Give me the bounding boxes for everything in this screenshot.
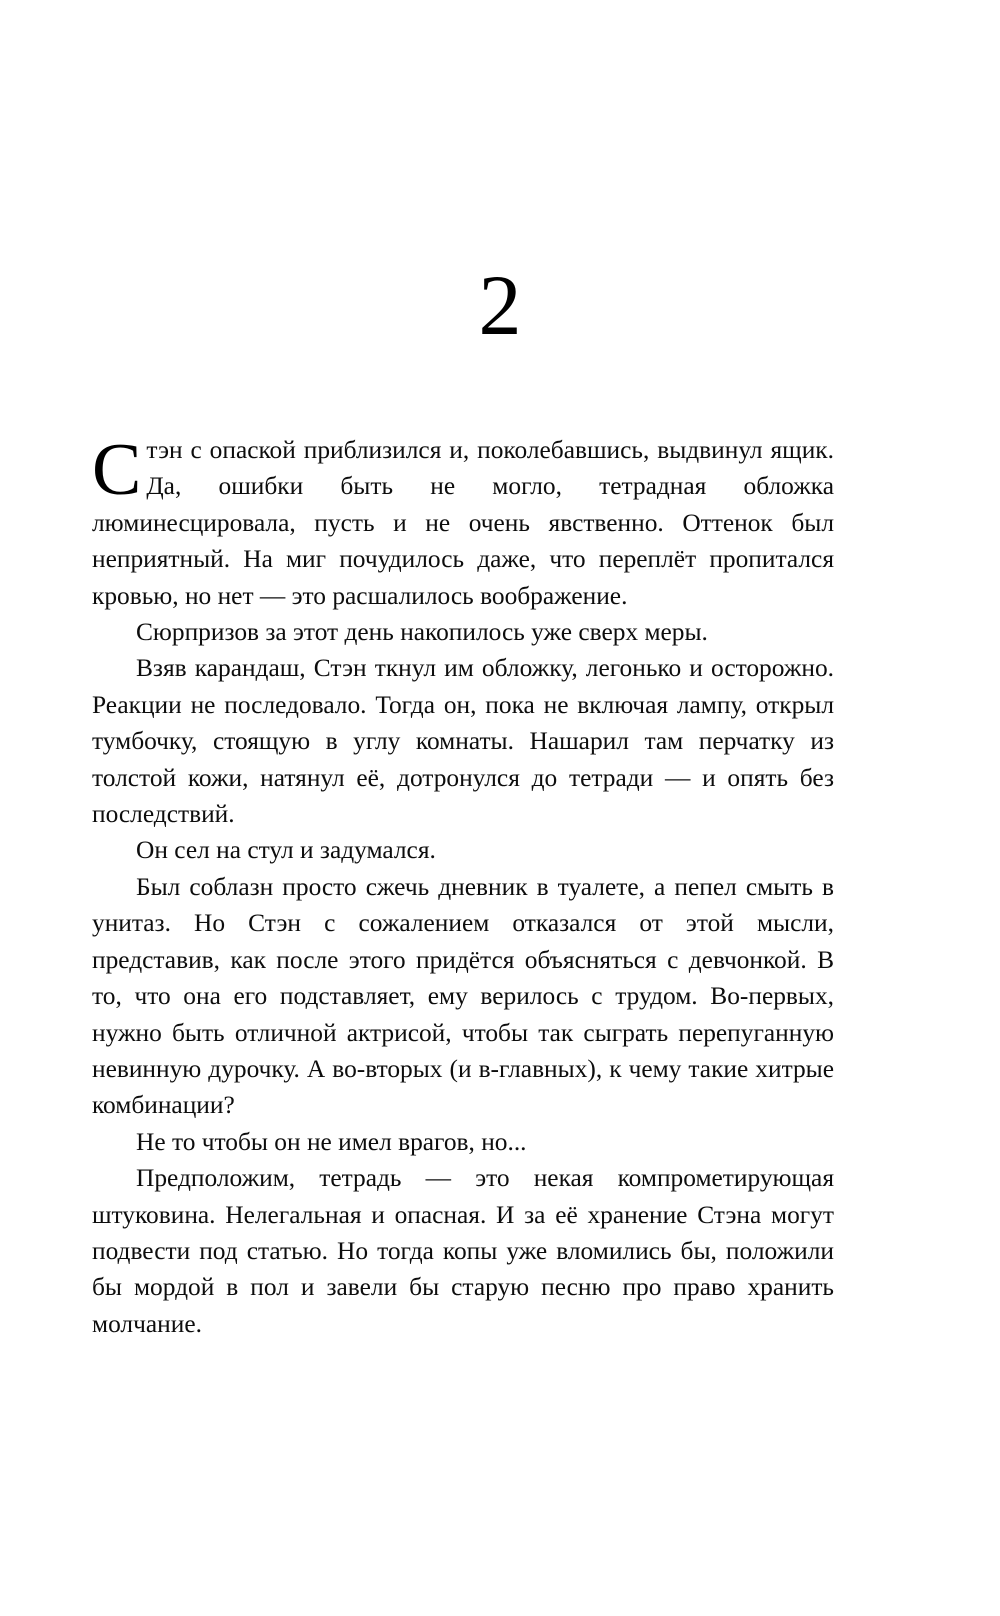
paragraph-text: тэн с опаской приблизился и, поколебавшись, выдвинул ящик. Да, ошибки быть не могло, тетрадная обложка люминесцировала, пусть и не очень явственно. Оттенок был неприятный. На миг почудилось даже, что переплёт пропитался кровью, но нет — это расшалилось воображение.: [92, 436, 834, 610]
paragraph: Он сел на стул и задумался.: [136, 836, 436, 865]
paragraph: Предположим, тетрадь — это некая компрометирующая штуковина. Нелегальная и опасная. И за её хранение Стэна могут подвести под статью. Но тогда копы уже вломились бы, положили бы мордой в пол и завели бы старую песню про право хранить молчание.: [92, 1164, 834, 1338]
paragraph: Взяв карандаш, Стэн ткнул им обложку, легонько и осторожно. Реакции не последовало. Тогда он, пока не включая лампу, открыл тумбочку, стоящую в углу комнаты. Нашарил там перчатку из толстой кожи, натянул её, дотронулся до тетради — и опять без последствий.: [92, 654, 834, 829]
chapter-number: 2: [478, 257, 522, 353]
paragraph: Был соблазн просто сжечь дневник в туалете, а пепел смыть в унитаз. Но Стэн с сожалением отказался от этой мысли, представив, как после этого придётся объясняться с девчонкой. В то, что она его подставляет, ему верилось с трудом. Во-первых, нужно быть отличной актрисой, чтобы так сыграть перепуганную невинную дурочку. А во-вторых (и в-главных), к чему такие хитрые комбинации?: [92, 872, 834, 1120]
drop-cap: С: [92, 429, 142, 511]
body-text: [92, 429, 834, 1342]
paragraph: Не то чтобы он не имел врагов, но...: [136, 1127, 527, 1156]
paragraph: Сюрпризов за этот день накопилось уже сверх меры.: [136, 618, 708, 647]
paragraph: [92, 429, 834, 614]
